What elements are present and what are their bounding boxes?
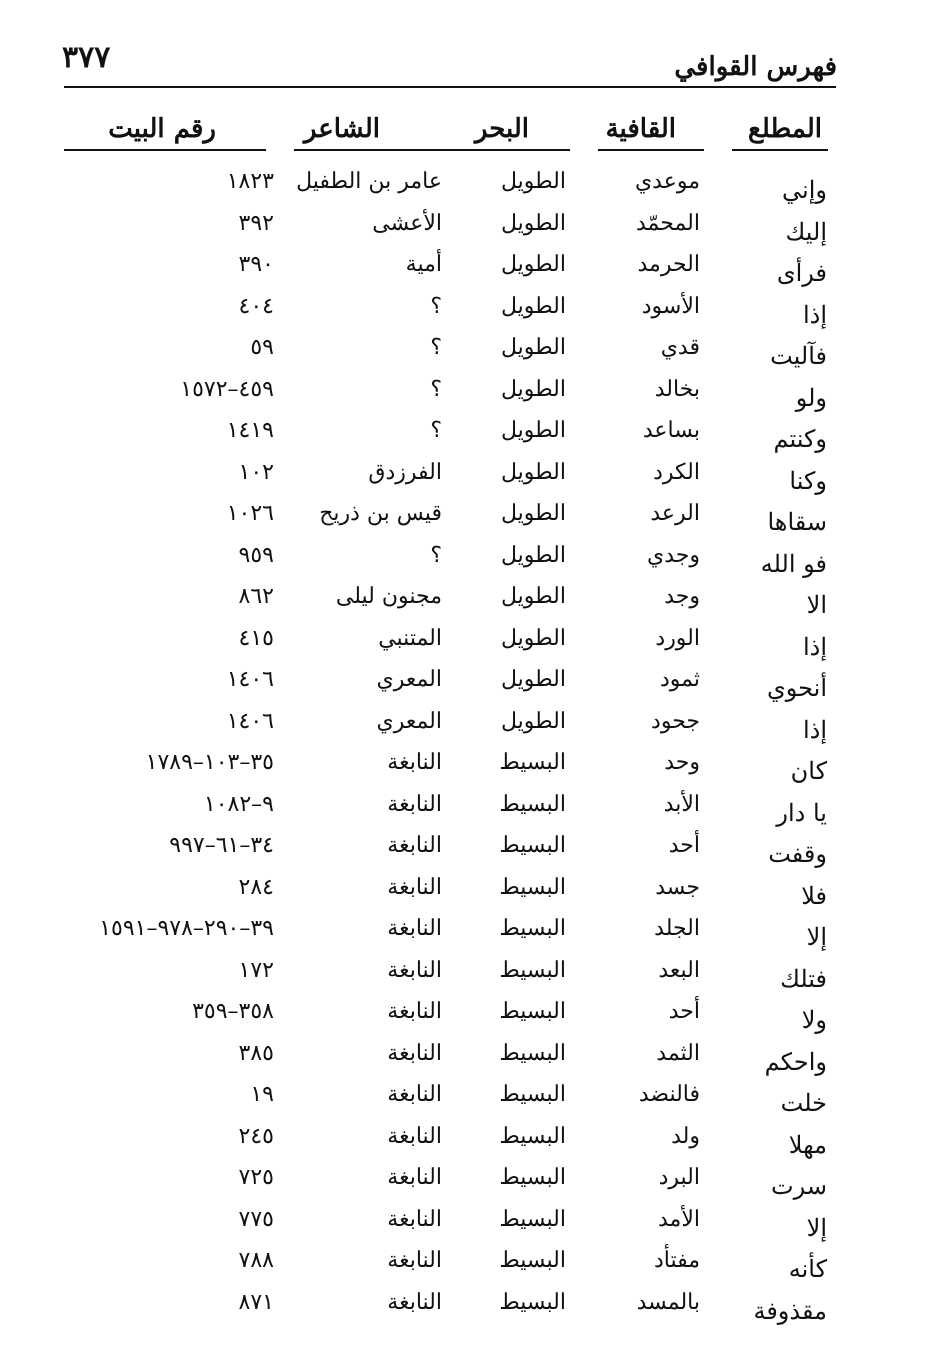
index-row xyxy=(0,783,932,825)
rhyme-cell: الأبد xyxy=(663,791,700,817)
meter-cell: البسيط xyxy=(499,1040,566,1066)
verse-number-cell: ٨٦٢ xyxy=(238,584,274,609)
rhyme-cell: ولد xyxy=(671,1123,700,1149)
verse-number-cell: ٧٧٥ xyxy=(238,1206,274,1232)
poet-cell: النابغة xyxy=(387,874,442,900)
opening-cell: أنحوي xyxy=(766,674,827,702)
index-row xyxy=(0,575,932,617)
meter-cell: الطويل xyxy=(500,667,566,692)
rhyme-cell: بالمسد xyxy=(636,1289,700,1315)
meter-cell: الطويل xyxy=(500,335,566,360)
column-rule-opening xyxy=(732,149,828,151)
poet-cell: النابغة xyxy=(387,957,442,983)
opening-cell: مقذوفة xyxy=(753,1296,827,1325)
verse-number-cell: ١٤٠٦ xyxy=(226,708,274,734)
poet-cell: النابغة xyxy=(387,833,442,858)
opening-cell: فآليت xyxy=(770,342,827,370)
rhyme-cell: الحرمد xyxy=(637,252,700,277)
rhyme-cell: قدي xyxy=(660,335,700,360)
index-row xyxy=(0,617,932,659)
poet-cell: ؟ xyxy=(430,418,442,443)
opening-cell: إذا xyxy=(802,300,827,329)
poet-cell: النابغة xyxy=(387,1040,442,1066)
opening-cell: ولا xyxy=(801,1006,827,1034)
column-rule-meter xyxy=(432,149,570,151)
index-row xyxy=(0,160,932,202)
rhyme-cell: بساعد xyxy=(642,418,700,443)
column-header-poet: الشاعر xyxy=(303,114,380,144)
opening-cell: وإني xyxy=(782,176,827,204)
column-header-opening: المطلع xyxy=(748,114,822,144)
opening-cell: سقاها xyxy=(767,508,827,536)
verse-number-cell: ٣٥–١٠٣–١٧٨٩ xyxy=(145,750,274,775)
meter-cell: البسيط xyxy=(499,1082,566,1107)
verse-number-cell: ٨٧١ xyxy=(238,1289,274,1315)
meter-cell: البسيط xyxy=(499,750,566,775)
rhyme-cell: جحود xyxy=(651,708,700,734)
meter-cell: الطويل xyxy=(500,252,566,277)
page-number: ٣٧٧ xyxy=(62,40,111,75)
opening-cell: الا xyxy=(806,591,827,619)
rhyme-cell: البعد xyxy=(658,957,700,983)
index-row xyxy=(0,1239,932,1281)
meter-cell: الطويل xyxy=(500,376,566,402)
poet-cell: ؟ xyxy=(430,293,442,319)
meter-cell: البسيط xyxy=(499,1206,566,1232)
opening-cell: وقفت xyxy=(768,840,827,868)
poet-cell: المعري xyxy=(376,667,442,692)
index-rows xyxy=(0,160,932,1325)
rhyme-cell: فالنضد xyxy=(638,1082,700,1107)
rhyme-cell: موعدي xyxy=(634,169,700,194)
column-header-meter: البحر xyxy=(474,114,529,144)
poet-cell: النابغة xyxy=(387,1165,442,1190)
opening-cell: وكنتم xyxy=(773,425,827,453)
opening-cell: كأنه xyxy=(788,1255,827,1283)
column-rule-rhyme xyxy=(598,149,704,151)
meter-cell: الطويل xyxy=(500,708,566,734)
poet-cell: النابغة xyxy=(387,1289,442,1315)
opening-cell: فلا xyxy=(801,881,827,910)
meter-cell: الطويل xyxy=(500,584,566,609)
verse-number-cell: ٩–١٠٨٢ xyxy=(203,791,274,817)
verse-number-cell: ١٠٢٦ xyxy=(226,501,274,526)
opening-cell: فرأى xyxy=(776,259,827,287)
opening-cell: فو الله xyxy=(760,549,827,578)
verse-number-cell: ١٠٢ xyxy=(238,459,274,485)
rhyme-cell: الأمد xyxy=(658,1206,700,1232)
meter-cell: البسيط xyxy=(499,1123,566,1149)
rhyme-cell: وجدي xyxy=(647,542,700,568)
opening-cell: إذا xyxy=(802,715,827,744)
meter-cell: البسيط xyxy=(499,916,566,941)
rhyme-cell: الثمد xyxy=(656,1040,700,1066)
poet-cell: النابغة xyxy=(387,791,442,817)
verse-number-cell: ١٨٢٣ xyxy=(226,169,274,194)
poet-cell: النابغة xyxy=(387,916,442,941)
index-row xyxy=(0,1073,932,1115)
index-row xyxy=(0,1198,932,1240)
rhyme-cell: الرعد xyxy=(650,501,700,526)
opening-cell: مهلا xyxy=(788,1130,827,1159)
poet-cell: أمية xyxy=(405,252,442,277)
opening-cell: واحكم xyxy=(764,1047,827,1076)
poet-cell: ؟ xyxy=(430,335,442,360)
index-row xyxy=(0,1115,932,1157)
index-row xyxy=(0,451,932,493)
rhyme-cell: جسد xyxy=(655,874,700,900)
column-rule-poet xyxy=(294,149,432,151)
poet-cell: النابغة xyxy=(387,750,442,775)
rhyme-cell: أحد xyxy=(668,833,700,858)
page-title: فهرس القوافي xyxy=(674,52,837,82)
index-row xyxy=(0,1032,932,1074)
meter-cell: الطويل xyxy=(500,169,566,194)
opening-cell: سرت xyxy=(771,1172,827,1200)
verse-number-cell: ٥٩ xyxy=(250,335,274,360)
meter-cell: الطويل xyxy=(500,501,566,526)
index-row xyxy=(0,326,932,368)
opening-cell: يا دار xyxy=(776,798,827,827)
poet-cell: النابغة xyxy=(387,1206,442,1232)
poet-cell: عامر بن الطفيل xyxy=(296,169,442,194)
meter-cell: الطويل xyxy=(500,418,566,443)
index-row xyxy=(0,409,932,451)
opening-cell: ولو xyxy=(795,383,827,412)
meter-cell: البسيط xyxy=(499,999,566,1024)
index-row xyxy=(0,700,932,742)
verse-number-cell: ٧٢٥ xyxy=(238,1165,274,1190)
rhyme-cell: ثمود xyxy=(659,667,700,692)
verse-number-cell: ٣٨٥ xyxy=(238,1040,274,1066)
meter-cell: البسيط xyxy=(499,833,566,858)
header-rule xyxy=(64,86,836,88)
column-header-verse-number: رقم البيت xyxy=(108,114,216,144)
index-row xyxy=(0,866,932,908)
poet-cell: النابغة xyxy=(387,1082,442,1107)
opening-cell: فتلك xyxy=(780,964,827,993)
verse-number-cell: ١٧٢ xyxy=(238,957,274,983)
index-row xyxy=(0,741,932,783)
rhyme-cell: وحد xyxy=(664,750,700,775)
verse-number-cell: ٤١٥ xyxy=(238,625,274,651)
index-row xyxy=(0,1281,932,1323)
index-row xyxy=(0,658,932,700)
rhyme-cell: وجد xyxy=(664,584,700,609)
rhyme-cell: المحمّد xyxy=(635,210,700,236)
verse-number-cell: ٣٥٨–٣٥٩ xyxy=(192,999,274,1024)
meter-cell: الطويل xyxy=(500,542,566,568)
verse-number-cell: ١٤٠٦ xyxy=(226,667,274,692)
poet-cell: قيس بن ذريح xyxy=(319,501,442,526)
rhyme-cell: الأسود xyxy=(641,293,700,319)
verse-number-cell: ١٤١٩ xyxy=(226,418,274,443)
verse-number-cell: ٤٠٤ xyxy=(238,293,274,319)
rhyme-cell: البرد xyxy=(658,1165,700,1190)
column-rule-verse-number xyxy=(64,149,266,151)
meter-cell: البسيط xyxy=(499,957,566,983)
index-row xyxy=(0,1156,932,1198)
index-row xyxy=(0,285,932,327)
meter-cell: البسيط xyxy=(499,874,566,900)
index-row xyxy=(0,990,932,1032)
meter-cell: البسيط xyxy=(499,1165,566,1190)
index-row xyxy=(0,907,932,949)
poet-cell: المتنبي xyxy=(378,625,442,651)
verse-number-cell: ٣٤–٦١–٩٩٧ xyxy=(169,833,274,858)
poet-cell: ؟ xyxy=(430,542,442,568)
rhyme-cell: بخالد xyxy=(654,376,700,402)
meter-cell: الطويل xyxy=(500,625,566,651)
verse-number-cell: ٩٥٩ xyxy=(238,542,274,568)
poet-cell: الفرزدق xyxy=(368,459,442,485)
opening-cell: إلا xyxy=(806,1213,827,1242)
index-row xyxy=(0,492,932,534)
verse-number-cell: ٢٤٥ xyxy=(238,1123,274,1149)
verse-number-cell: ٣٩–٢٩٠–٩٧٨–١٥٩١ xyxy=(99,916,274,941)
rhyme-cell: الكرد xyxy=(653,459,700,485)
verse-number-cell: ٢٨٤ xyxy=(238,874,274,900)
opening-cell: خلت xyxy=(780,1089,827,1117)
verse-number-cell: ١٩ xyxy=(250,1082,274,1107)
verse-number-cell: ٤٥٩–١٥٧٢ xyxy=(180,376,274,402)
rhyme-cell: الجلد xyxy=(654,916,700,941)
meter-cell: البسيط xyxy=(499,1289,566,1315)
rhyme-cell: أحد xyxy=(668,999,700,1024)
poet-cell: النابغة xyxy=(387,1123,442,1149)
meter-cell: البسيط xyxy=(499,1248,566,1273)
meter-cell: الطويل xyxy=(500,459,566,485)
opening-cell: إذا xyxy=(802,632,827,661)
verse-number-cell: ٣٩٠ xyxy=(238,252,274,277)
poet-cell: مجنون ليلى xyxy=(335,584,442,609)
rhyme-cell: مفتأد xyxy=(653,1248,700,1273)
index-row xyxy=(0,368,932,410)
poet-cell: ؟ xyxy=(430,376,442,402)
poet-cell: النابغة xyxy=(387,999,442,1024)
verse-number-cell: ٣٩٢ xyxy=(238,210,274,236)
rhyme-cell: الورد xyxy=(655,625,700,651)
opening-cell: كان xyxy=(790,757,827,785)
opening-cell: إليك xyxy=(785,217,827,246)
opening-cell: وكنا xyxy=(789,466,827,495)
opening-cell: إلا xyxy=(806,923,827,951)
index-row xyxy=(0,534,932,576)
verse-number-cell: ٧٨٨ xyxy=(238,1248,274,1273)
meter-cell: البسيط xyxy=(499,791,566,817)
index-row xyxy=(0,949,932,991)
meter-cell: الطويل xyxy=(500,293,566,319)
index-row xyxy=(0,202,932,244)
poet-cell: النابغة xyxy=(387,1248,442,1273)
meter-cell: الطويل xyxy=(500,210,566,236)
index-row xyxy=(0,824,932,866)
poet-cell: المعري xyxy=(376,708,442,734)
poet-cell: الأعشى xyxy=(372,210,442,236)
column-header-rhyme: القافية xyxy=(605,114,676,144)
index-row xyxy=(0,243,932,285)
